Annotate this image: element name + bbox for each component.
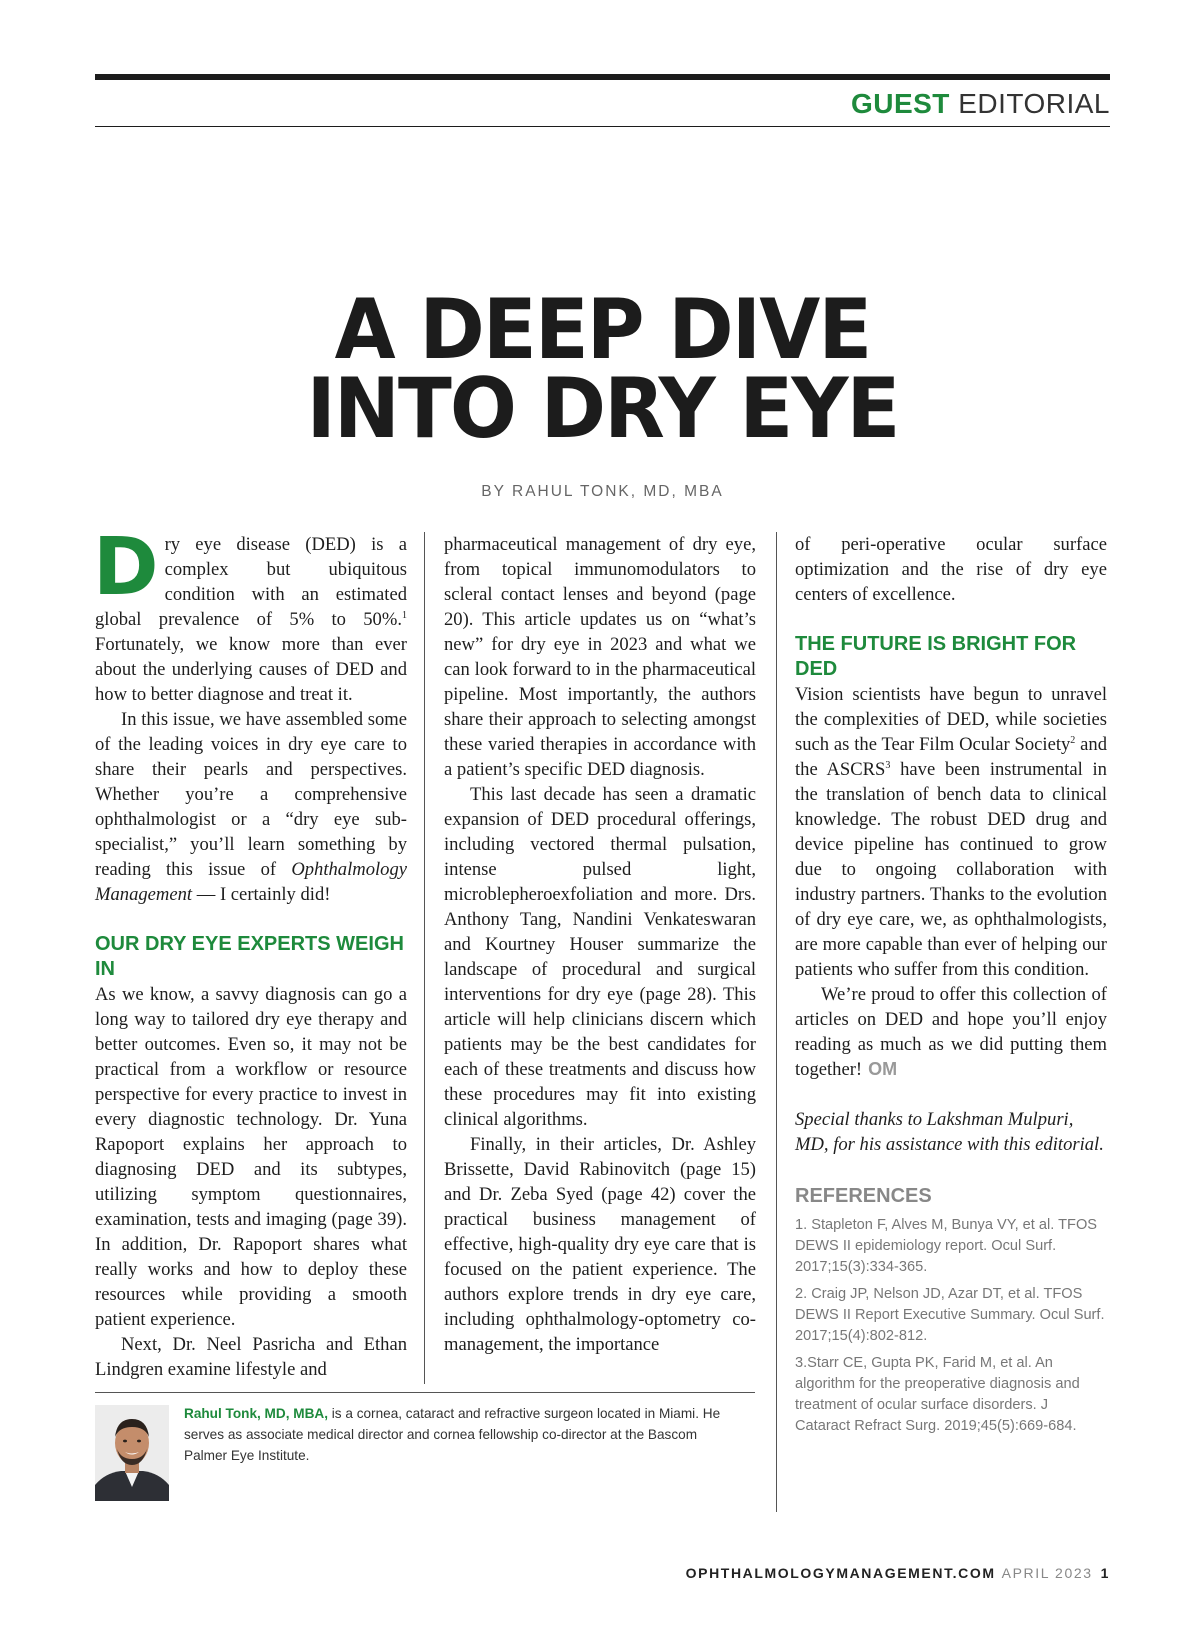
- title-line-1: A DEEP DIVE: [334, 281, 871, 378]
- page-number: 1: [1100, 1565, 1110, 1581]
- column-divider-1: [424, 532, 425, 1384]
- column-1: [93, 521, 407, 1382]
- paragraph-text-end: — I certainly did!: [192, 884, 331, 905]
- paragraph-text: Vision scientists have begun to unravel the complexities of DED, while societies such as the Tear Film Ocular Society: [795, 684, 1107, 755]
- page-footer: [686, 1565, 1110, 1581]
- paragraph: Finally, in their articles, Dr. Ashley Brissette, David Rabinovitch (page 15) and Dr. Zeba Syed (page 42) cover the practical business management of effective, high-quality dry eye care that is focused on the patient experience. The authors explore trends in dry eye care, including ophthalmology-optometry co-management, the importance: [444, 1134, 756, 1355]
- reference-item: 1. Stapleton F, Alves M, Bunya VY, et al. TFOS DEWS II epidemiology report. Ocul Surf. 2017;15(3):334-365.: [795, 1217, 1098, 1275]
- references-heading: REFERENCES: [795, 1185, 932, 1207]
- author-bio-text: is a cornea, cataract and refractive surgeon located in Miami. He serves as associate medical director and cornea fellowship co-director at the Bascom Palmer Eye Institute.: [184, 1406, 721, 1463]
- reference-item: 3.Starr CE, Gupta PK, Farid M, et al. An algorithm for the preoperative diagnosis and treatment of ocular surface disorders. J Cataract Refract Surg. 2019;45(5):669-684.: [795, 1355, 1080, 1434]
- intro-paragraph: [93, 521, 407, 707]
- author-portrait-icon: [95, 1405, 169, 1501]
- author-name: Rahul Tonk, MD, MBA,: [184, 1406, 328, 1421]
- section-label: [851, 88, 1110, 120]
- column-divider-2: [776, 532, 777, 1512]
- paragraph: [95, 707, 407, 907]
- paragraph-text: have been instrumental in the translation of bench data to clinical knowledge. The robust DED drug and device pipeline has continued to grow due to ongoing collaboration with industry partners. Thanks to the evolution of dry eye care, we, as ophthalmologists, are more capable than ever of helping our patients who suffer from this condition.: [795, 759, 1107, 980]
- paragraph: This last decade has seen a dramatic expansion of DED procedural offerings, including vectored thermal pulsation, intense pulsed light, microblepheroexfoliation and more. Drs. Anthony Tang, Nandini Venkateswaran and Kourtney Houser summarize the landscape of procedural and surgical interventions for dry eye (page 28). This article will help clinicians discern which patients may be the best candidates for each of these treatments and discuss how these procedures may fit into existing clinical algorithms.: [444, 784, 756, 1130]
- column-2: [444, 532, 756, 1357]
- title-line-2: INTO DRY EYE: [306, 360, 899, 457]
- acknowledgment: Special thanks to Lakshman Mulpuri, MD, for his assistance with this editorial.: [795, 1109, 1104, 1155]
- drop-cap: D: [93, 521, 159, 613]
- om-end-mark: OM: [868, 1059, 898, 1079]
- paragraph: of peri-operative ocular surface optimization and the rise of dry eye centers of excellence.: [795, 534, 1107, 605]
- author-photo: [95, 1405, 169, 1501]
- author-bio: [184, 1403, 734, 1466]
- paragraph: [795, 682, 1107, 982]
- column-3: [795, 532, 1107, 1437]
- article-title: [120, 281, 1084, 457]
- footnote-2: 2: [1070, 734, 1076, 746]
- intro-text: ry eye disease (DED) is a complex but ubiquitous condition with an estimated global prevalence of 5% to 50%.: [95, 534, 407, 630]
- top-rule: [95, 74, 1110, 80]
- footer-site: OPHTHALMOLOGYMANAGEMENT.COM: [685, 1565, 996, 1581]
- reference-item: 2. Craig JP, Nelson JD, Azar DT, et al. TFOS DEWS II Report Executive Summary. Ocul Surf. 2017;15(4):802-812.: [795, 1286, 1105, 1344]
- paragraph-text: We’re proud to offer this collection of articles on DED and hope you’ll enjoy reading as much as we did putting them together!: [795, 984, 1107, 1080]
- byline: BY RAHUL TONK, MD, MBA: [481, 483, 724, 500]
- magazine-name: Ophthalmology Management: [95, 859, 407, 905]
- bio-divider: [95, 1392, 755, 1393]
- section-label-editorial: EDITORIAL: [958, 88, 1110, 119]
- paragraph: [795, 982, 1107, 1082]
- paragraph: pharmaceutical management of dry eye, from topical immunomodulators to scleral contact lenses and beyond (page 20). This article updates us on “what’s new” for dry eye in 2023 and what we can look forward to in the pharmaceutical pipeline. Most importantly, the authors share their approach to selecting amongst these varied therapies in accordance with a patient’s specific DED diagnosis.: [444, 534, 756, 780]
- section-label-guest: GUEST: [850, 88, 950, 119]
- paragraph: As we know, a savvy diagnosis can go a long way to tailored dry eye therapy and better outcomes. Even so, it may not be practical from a workflow or resource perspective for every practice to invest in every diagnostic technology. Dr. Yuna Rapoport explains her approach to diagnosing DED and its subtypes, utilizing symptom questionnaires, examination, tests and imaging (page 39). In addition, Dr. Rapoport shares what really works and how to deploy these resources while providing a smooth patient experience.: [95, 984, 407, 1330]
- subheading-future: THE FUTURE IS BRIGHT FOR DED: [795, 633, 1077, 680]
- header-divider: [95, 126, 1110, 127]
- paragraph-text: In this issue, we have assembled some of the leading voices in dry eye care to share their pearls and perspectives. Whether you’re a comprehensive ophthalmologist or a “dry eye sub-specialist,” you’ll learn something by reading this issue of: [95, 709, 407, 880]
- subheading-experts: OUR DRY EYE EXPERTS WEIGH IN: [95, 933, 404, 980]
- footnote-3: 3: [885, 759, 891, 771]
- intro-text-end: Fortunately, we know more than ever about the underlying causes of DED and how to better diagnose and treat it.: [95, 634, 407, 705]
- footnote-1: 1: [402, 609, 407, 621]
- footer-date: APRIL 2023: [1001, 1565, 1093, 1581]
- paragraph-text: and the ASCRS: [795, 734, 1107, 780]
- paragraph: Next, Dr. Neel Pasricha and Ethan Lindgren examine lifestyle and: [95, 1334, 407, 1380]
